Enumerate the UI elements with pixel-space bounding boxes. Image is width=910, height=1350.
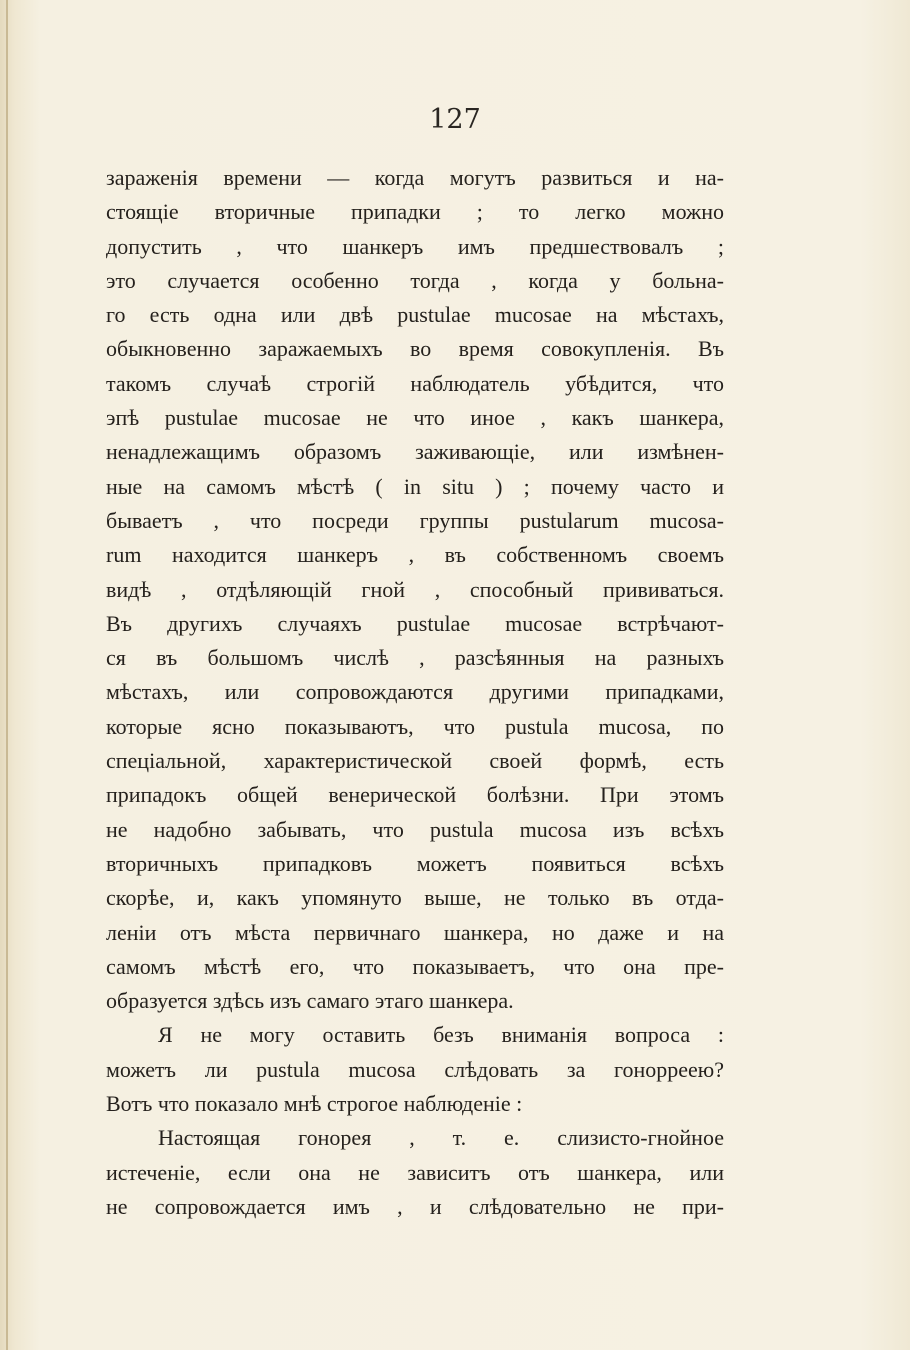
text-line: можетъ ли pustula mucosa слѣдовать за гонорреею? bbox=[106, 1056, 724, 1082]
text-line: это случается особенно тогда , когда у больна- bbox=[106, 267, 724, 293]
text-line: обыкновенно заражаемыхъ во время совокупленія. Въ bbox=[106, 336, 724, 362]
text-line: образуется здѣсь изъ самаго этаго шанкера. bbox=[106, 988, 514, 1014]
text-line: такомъ случаѣ строгій наблюдатель убѣдится, что bbox=[106, 370, 724, 396]
text-line: ся въ большомъ числѣ , разсѣянныя на разныхъ bbox=[106, 645, 724, 671]
text-line: припадокъ общей венерической болѣзни. При этомъ bbox=[106, 782, 724, 808]
text-line: не сопровождается имъ , и слѣдовательно не при- bbox=[106, 1193, 724, 1219]
text-line: ненадлежащимъ образомъ заживающіе, или измѣнен- bbox=[106, 439, 724, 465]
text-line: эпѣ pustulae mucosae не что иное , какъ шанкера, bbox=[106, 405, 724, 431]
text-line: мѣстахъ, или сопровождаются другими припадками, bbox=[106, 679, 724, 705]
text-line: видѣ , отдѣляющій гной , способный прививаться. bbox=[106, 576, 724, 602]
text-line: леніи отъ мѣста первичнаго шанкера, но даже и на bbox=[106, 919, 724, 945]
text-line: спеціальной, характеристической своей формѣ, есть bbox=[106, 748, 724, 774]
text-line: ные на самомъ мѣстѣ ( in situ ) ; почему часто и bbox=[106, 473, 724, 499]
paragraph-start-line: Я не могу оставить безъ вниманія вопроса : bbox=[158, 1022, 724, 1048]
text-line: зараженія времени — когда могутъ развиться и на- bbox=[106, 165, 724, 190]
text-line: Вотъ что показало мнѣ строгое наблюденіе : bbox=[106, 1091, 523, 1117]
text-line: Въ другихъ случаяхъ pustulae mucosae встрѣчают- bbox=[106, 610, 724, 636]
text-line: скорѣе, и, какъ упомянуто выше, не только въ отда- bbox=[106, 885, 724, 911]
text-line: истеченіе, если она не зависитъ отъ шанкера, или bbox=[106, 1159, 724, 1185]
text-line: rum находится шанкеръ , въ собственномъ своемъ bbox=[106, 542, 724, 568]
text-line: которые ясно показываютъ, что pustula mucosa, по bbox=[106, 713, 724, 739]
text-line: вторичныхъ припадковъ можетъ появиться всѣхъ bbox=[106, 850, 724, 876]
text-line: не надобно забывать, что pustula mucosa изъ всѣхъ bbox=[106, 816, 724, 842]
text-line: стоящіе вторичные припадки ; то легко можно bbox=[106, 199, 724, 225]
text-line: бываетъ , что посреди группы pustularum mucosa- bbox=[106, 507, 724, 533]
text-line: допустить , что шанкеръ имъ предшествовалъ ; bbox=[106, 233, 724, 259]
text-line: го есть одна или двѣ pustulae mucosae на мѣстахъ, bbox=[106, 302, 724, 328]
text-line: самомъ мѣстѣ его, что показываетъ, что она пре- bbox=[106, 953, 724, 979]
paragraph-start-line: Настоящая гонорея , т. е. слизисто-гнойное bbox=[158, 1125, 724, 1151]
body-text bbox=[106, 161, 724, 1224]
page-number: 127 bbox=[429, 104, 481, 135]
binding-edge bbox=[6, 0, 8, 1350]
